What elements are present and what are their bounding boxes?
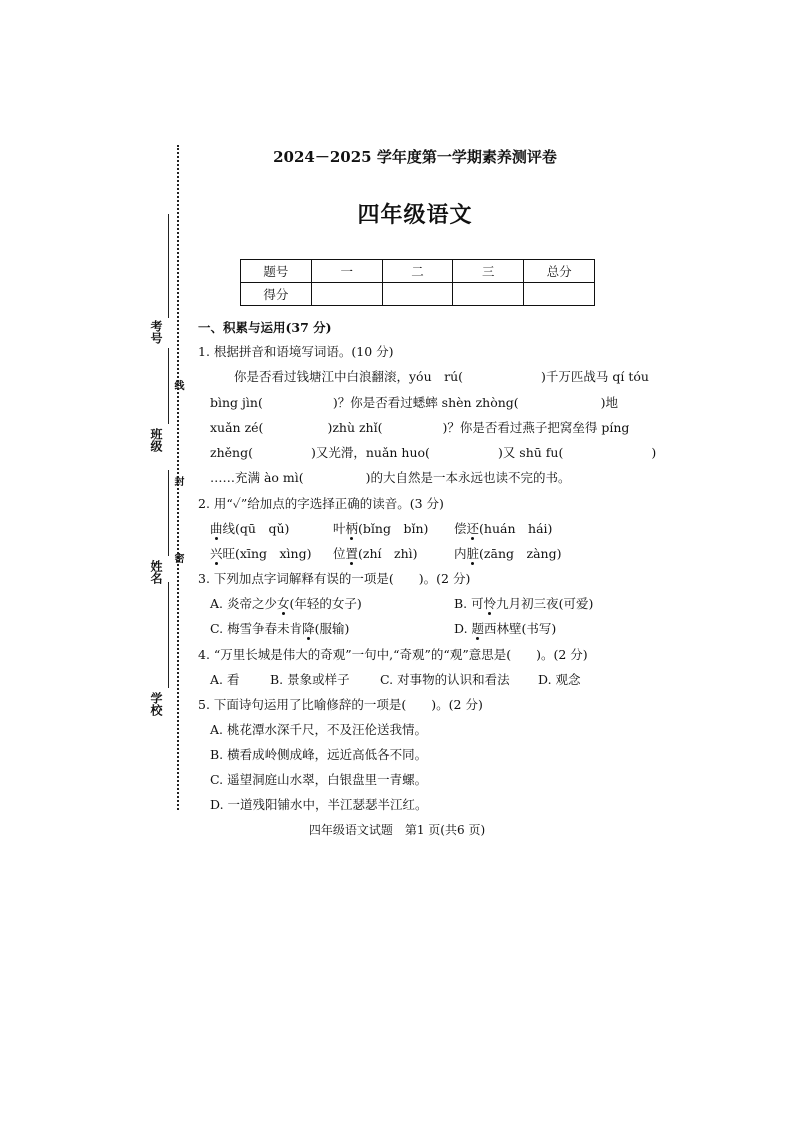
sidebar-label-school: 学校 [149, 692, 163, 716]
score-table-cell: 一 [311, 260, 382, 283]
q1-text: ……充满 ào mì( [210, 470, 304, 485]
question-1-line-5 [210, 470, 571, 486]
q4-option-a[interactable]: A. 看 [210, 672, 240, 687]
q1-text: )又光滑，nuǎn huo( [310, 445, 430, 460]
score-table-cell: 题号 [241, 260, 312, 283]
q5-option-c[interactable]: C. 遥望洞庭山水翠，白银盘里一青螺。 [210, 772, 428, 787]
score-table-header-row [241, 260, 595, 283]
q1-text: )千万匹战马 qí tóu [541, 369, 649, 384]
question-4-stem: 4. “万里长城是伟大的奇观”一句中,“奇观”的“观”意思是( )。(2 分) [198, 647, 588, 662]
school-write-line[interactable] [168, 582, 169, 688]
section-title: 一、积累与运用(37 分) [198, 320, 332, 335]
question-1-stem: 1. 根据拼音和语境写词语。(10 分) [198, 344, 394, 359]
q1-text: 你是否看过钱塘江中白浪翻滚，yóu rú( [234, 369, 464, 384]
q2-item[interactable]: 叶柄(bǐng bǐn) [333, 521, 429, 536]
q1-text: )？你是否看过蟋蟀 shèn zhòng( [332, 395, 519, 410]
q3-option-b[interactable]: B. 可怜九月初三夜(可爱) [454, 596, 594, 611]
q5-option-b[interactable]: B. 横看成岭侧成峰，远近高低各不同。 [210, 747, 428, 762]
q1-text: )又 shū fu( [497, 445, 564, 460]
page-footer: 四年级语文试题 第1 页(共6 页) [308, 823, 486, 837]
q3-option-d[interactable]: D. 题西林壁(书写) [454, 621, 557, 636]
q5-option-a[interactable]: A. 桃花潭水深千尺，不及汪伦送我情。 [210, 722, 427, 737]
sidebar-label-exam-no: 考号 [149, 320, 163, 344]
q2-item[interactable]: 偿还(huán hái) [454, 521, 553, 536]
q1-text: zhěng( [210, 445, 253, 460]
q1-text: )？你是否看过燕子把窝垒得 píng [442, 420, 630, 435]
question-5-stem: 5. 下面诗句运用了比喻修辞的一项是( )。(2 分) [198, 697, 483, 712]
sidebar-label-name: 姓名 [149, 560, 163, 584]
q2-item[interactable]: 位置(zhí zhì) [333, 546, 418, 561]
question-1-line-3 [210, 420, 629, 436]
score-label-cell: 得分 [241, 283, 312, 306]
score-table-cell: 二 [382, 260, 453, 283]
question-1-line-1 [234, 369, 649, 385]
score-input-cell[interactable] [311, 283, 382, 306]
subject-title: 四年级语文 [357, 202, 473, 228]
score-table [240, 259, 595, 306]
q1-text: )地 [600, 395, 619, 410]
name-write-line[interactable] [168, 470, 169, 556]
q1-text: ) [651, 445, 657, 460]
question-3-stem: 3. 下列加点字词解释有误的一项是( )。(2 分) [198, 571, 471, 586]
score-input-cell[interactable] [524, 283, 595, 306]
class-write-line[interactable] [168, 348, 169, 424]
q2-item[interactable]: 内脏(zāng zàng) [454, 546, 562, 561]
sidebar-mark-seal: 封 [172, 476, 183, 486]
score-table-cell: 三 [453, 260, 524, 283]
sidebar-mark-line: 线 [172, 380, 183, 390]
q4-option-c[interactable]: C. 对事物的认识和看法 [380, 672, 510, 687]
score-input-cell[interactable] [382, 283, 453, 306]
q2-item[interactable]: 曲线(qū qǔ) [210, 521, 290, 536]
q1-text: bìng jìn( [210, 395, 263, 410]
q1-text: )zhù zhǐ( [327, 420, 383, 435]
q5-option-d[interactable]: D. 一道残阳铺水中，半江瑟瑟半江红。 [210, 797, 428, 812]
q3-option-c[interactable]: C. 梅雪争春未肯降(服输) [210, 621, 350, 636]
question-1-line-4 [210, 445, 656, 461]
q4-option-b[interactable]: B. 景象或样子 [270, 672, 350, 687]
q1-text: )的大自然是一本永远也读不完的书。 [365, 470, 571, 485]
exam-title: 2024－2025 学年度第一学期素养测评卷 [273, 148, 557, 166]
score-input-cell[interactable] [453, 283, 524, 306]
question-2-stem: 2. 用“✓”给加点的字选择正确的读音。(3 分) [198, 496, 444, 511]
score-table-score-row [241, 283, 595, 306]
q3-option-a[interactable]: A. 炎帝之少女(年轻的女子) [210, 596, 362, 611]
score-table-cell: 总分 [524, 260, 595, 283]
sidebar-label-class: 班级 [149, 428, 163, 452]
exam-no-write-line[interactable] [168, 214, 169, 318]
q2-item[interactable]: 兴旺(xīng xìng) [210, 546, 312, 561]
sidebar-mark-dense: 密 [172, 553, 183, 563]
question-1-line-2 [210, 395, 618, 411]
q1-text: xuǎn zé( [210, 420, 264, 435]
q4-option-d[interactable]: D. 观念 [538, 672, 581, 687]
